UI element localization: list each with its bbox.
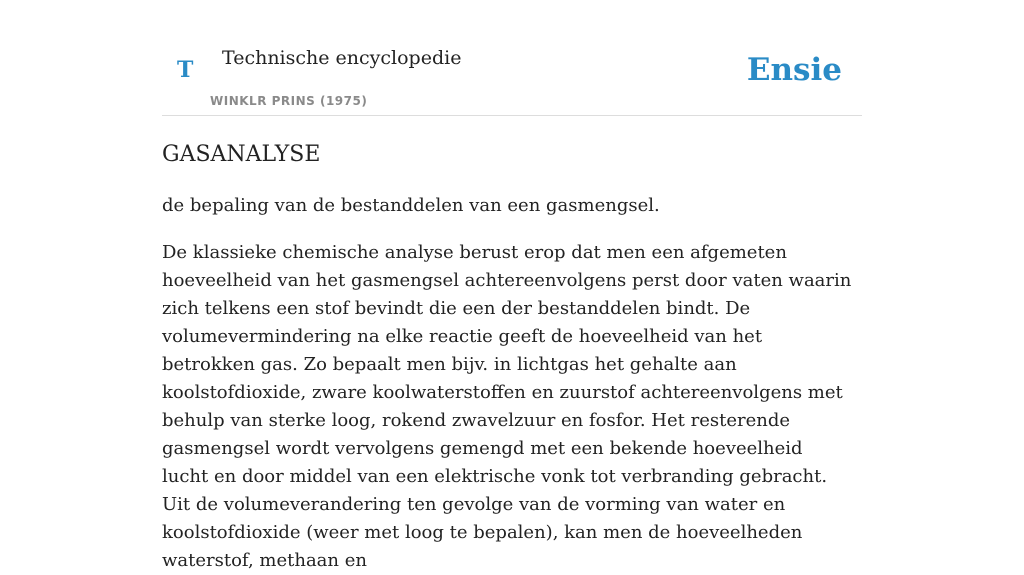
book-header [162, 0, 862, 116]
entry-body: De klassieke chemische analyse berust erop dat men een afgemeten hoeveelheid van het gasmengsel achtereenvolgens perst door vaten waarin zich telkens een stof bevindt die een der bestanddelen bindt. De volumevermindering na elke reactie geeft de hoeveelheid van het betrokken gas. Zo bepaalt men bijv. in lichtgas het gehalte aan koolstofdioxide, zware koolwaterstoffen en zuurstof achtereenvolgens met behulp van sterke loog, rokend zwavelzuur en fosfor. Het resterende gasmengsel wordt vervolgens gemengd met een bekende hoeveelheid lucht en door middel van een elektrische vonk tot verbranding gebracht. Uit de volumeverandering ten gevolge van de vorming van water en koolstofdioxide (weer met loog te bepalen), kan men de hoeveelheden waterstof, methaan en [162, 242, 852, 571]
book-title-link[interactable]: Technische encyclopedie [222, 47, 462, 69]
ensie-logo-link[interactable]: Ensie [746, 52, 842, 88]
entry-definition: de bepaling van de bestanddelen van een gasmengsel. [162, 195, 660, 216]
entry-title: GASANALYSE [162, 142, 321, 167]
book-subtitle: WINKLR PRINS (1975) [210, 94, 368, 108]
book-logo[interactable]: T [177, 57, 194, 83]
page-container [162, 0, 862, 571]
